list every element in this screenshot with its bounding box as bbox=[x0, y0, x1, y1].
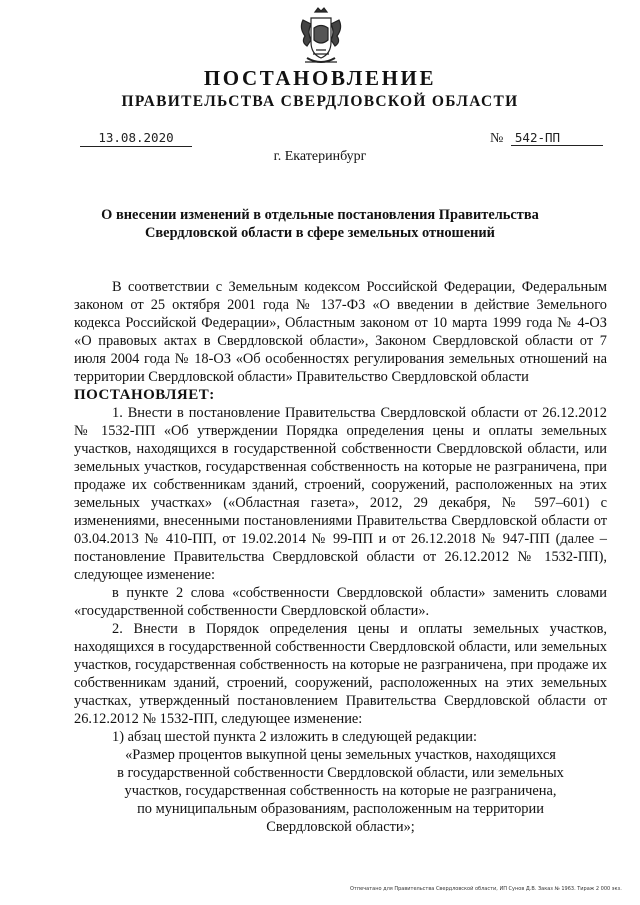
decree-word: ПОСТАНОВЛЯЕТ: bbox=[74, 387, 215, 403]
coat-of-arms-icon bbox=[297, 6, 345, 68]
document-number bbox=[490, 130, 610, 146]
paragraph-2a: 1) абзац шестой пункта 2 изложить в следующей редакции: bbox=[112, 729, 478, 745]
quote-line: в государственной собственности Свердловской области, или земельных bbox=[117, 765, 564, 781]
city: г. Екатеринбург bbox=[273, 149, 367, 164]
quote-line: по муниципальным образованиям, расположенным на территории bbox=[137, 801, 544, 817]
document-title: ПОСТАНОВЛЕНИЕ bbox=[203, 66, 437, 90]
document-date: 13.08.2020 bbox=[80, 130, 192, 147]
print-footer: Отпечатано для Правительства Свердловской области, ИП Сунов Д.В. Заказ № 1963. Тираж 2 000 экз. bbox=[350, 886, 622, 892]
paragraph-1a: в пункте 2 слова «собственности Свердловской области» заменить словами «государственной собственности Свердловской области». bbox=[74, 585, 607, 619]
quote-line: участков, государственная собственность на которые не разграничена, bbox=[124, 783, 557, 799]
heading-line: Свердловской области в сфере земельных отношений bbox=[145, 225, 495, 241]
intro-paragraph: В соответствии с Земельным кодексом Российской Федерации, Федеральным законом от 25 октября 2001 года № 137-ФЗ «О введении в действие Земельного кодекса Российской Федерации», Областным законом от 10 марта 1999 года № 4-ОЗ «О правовых актах в Свердловской области», Законом Свердловской области от 7 июля 2004 года № 18-ОЗ «Об особенностях регулирования земельных отношений на территории Свердловской области» Правительство Свердловской области bbox=[74, 279, 607, 385]
paragraph-2: 2. Внести в Порядок определения цены и оплаты земельных участков, находящихся в государственной собственности Свердловской области, или земельных участков, государственная собственность на которые не разграничена, при продаже их собственникам зданий, строений, сооружений, расположенных на этих земельных участках, утвержденный постановлением Правительства Свердловской области от 26.12.2012 № 1532-ПП, следующее изменение: bbox=[74, 621, 607, 727]
document-subtitle: ПРАВИТЕЛЬСТВА СВЕРДЛОВСКОЙ ОБЛАСТИ bbox=[121, 93, 519, 110]
heading-line: О внесении изменений в отдельные постановления Правительства bbox=[101, 207, 539, 223]
paragraph-1: 1. Внести в постановление Правительства Свердловской области от 26.12.2012 № 1532-ПП «Об утверждении Порядка определения цены и оплаты земельных участков, находящихся в государственной собственности Свердловской области, или земельных участков, государственная собственность на которые не разграничена, при продаже их собственникам зданий, строений, сооружений, расположенных на этих земельных участках» («Областная газета», 2012, 29 декабря, № 597–601) с изменениями, внесенными постановлениями Правительства Свердловской области от 03.04.2013 № 410-ПП, от 19.02.2014 № 99-ПП и от 26.12.2018 № 947-ПП (далее – постановление Правительства Свердловской области от 26.12.2012 № 1532-ПП), следующее изменение: bbox=[74, 405, 607, 583]
document-body bbox=[74, 278, 607, 746]
quoted-text bbox=[74, 746, 607, 836]
number-value: 542-ПП bbox=[511, 130, 603, 146]
number-label: № bbox=[490, 131, 504, 146]
quote-line: «Размер процентов выкупной цены земельных участков, находящихся bbox=[125, 747, 556, 763]
quote-line: Свердловской области»; bbox=[266, 819, 415, 835]
document-heading bbox=[60, 206, 580, 242]
